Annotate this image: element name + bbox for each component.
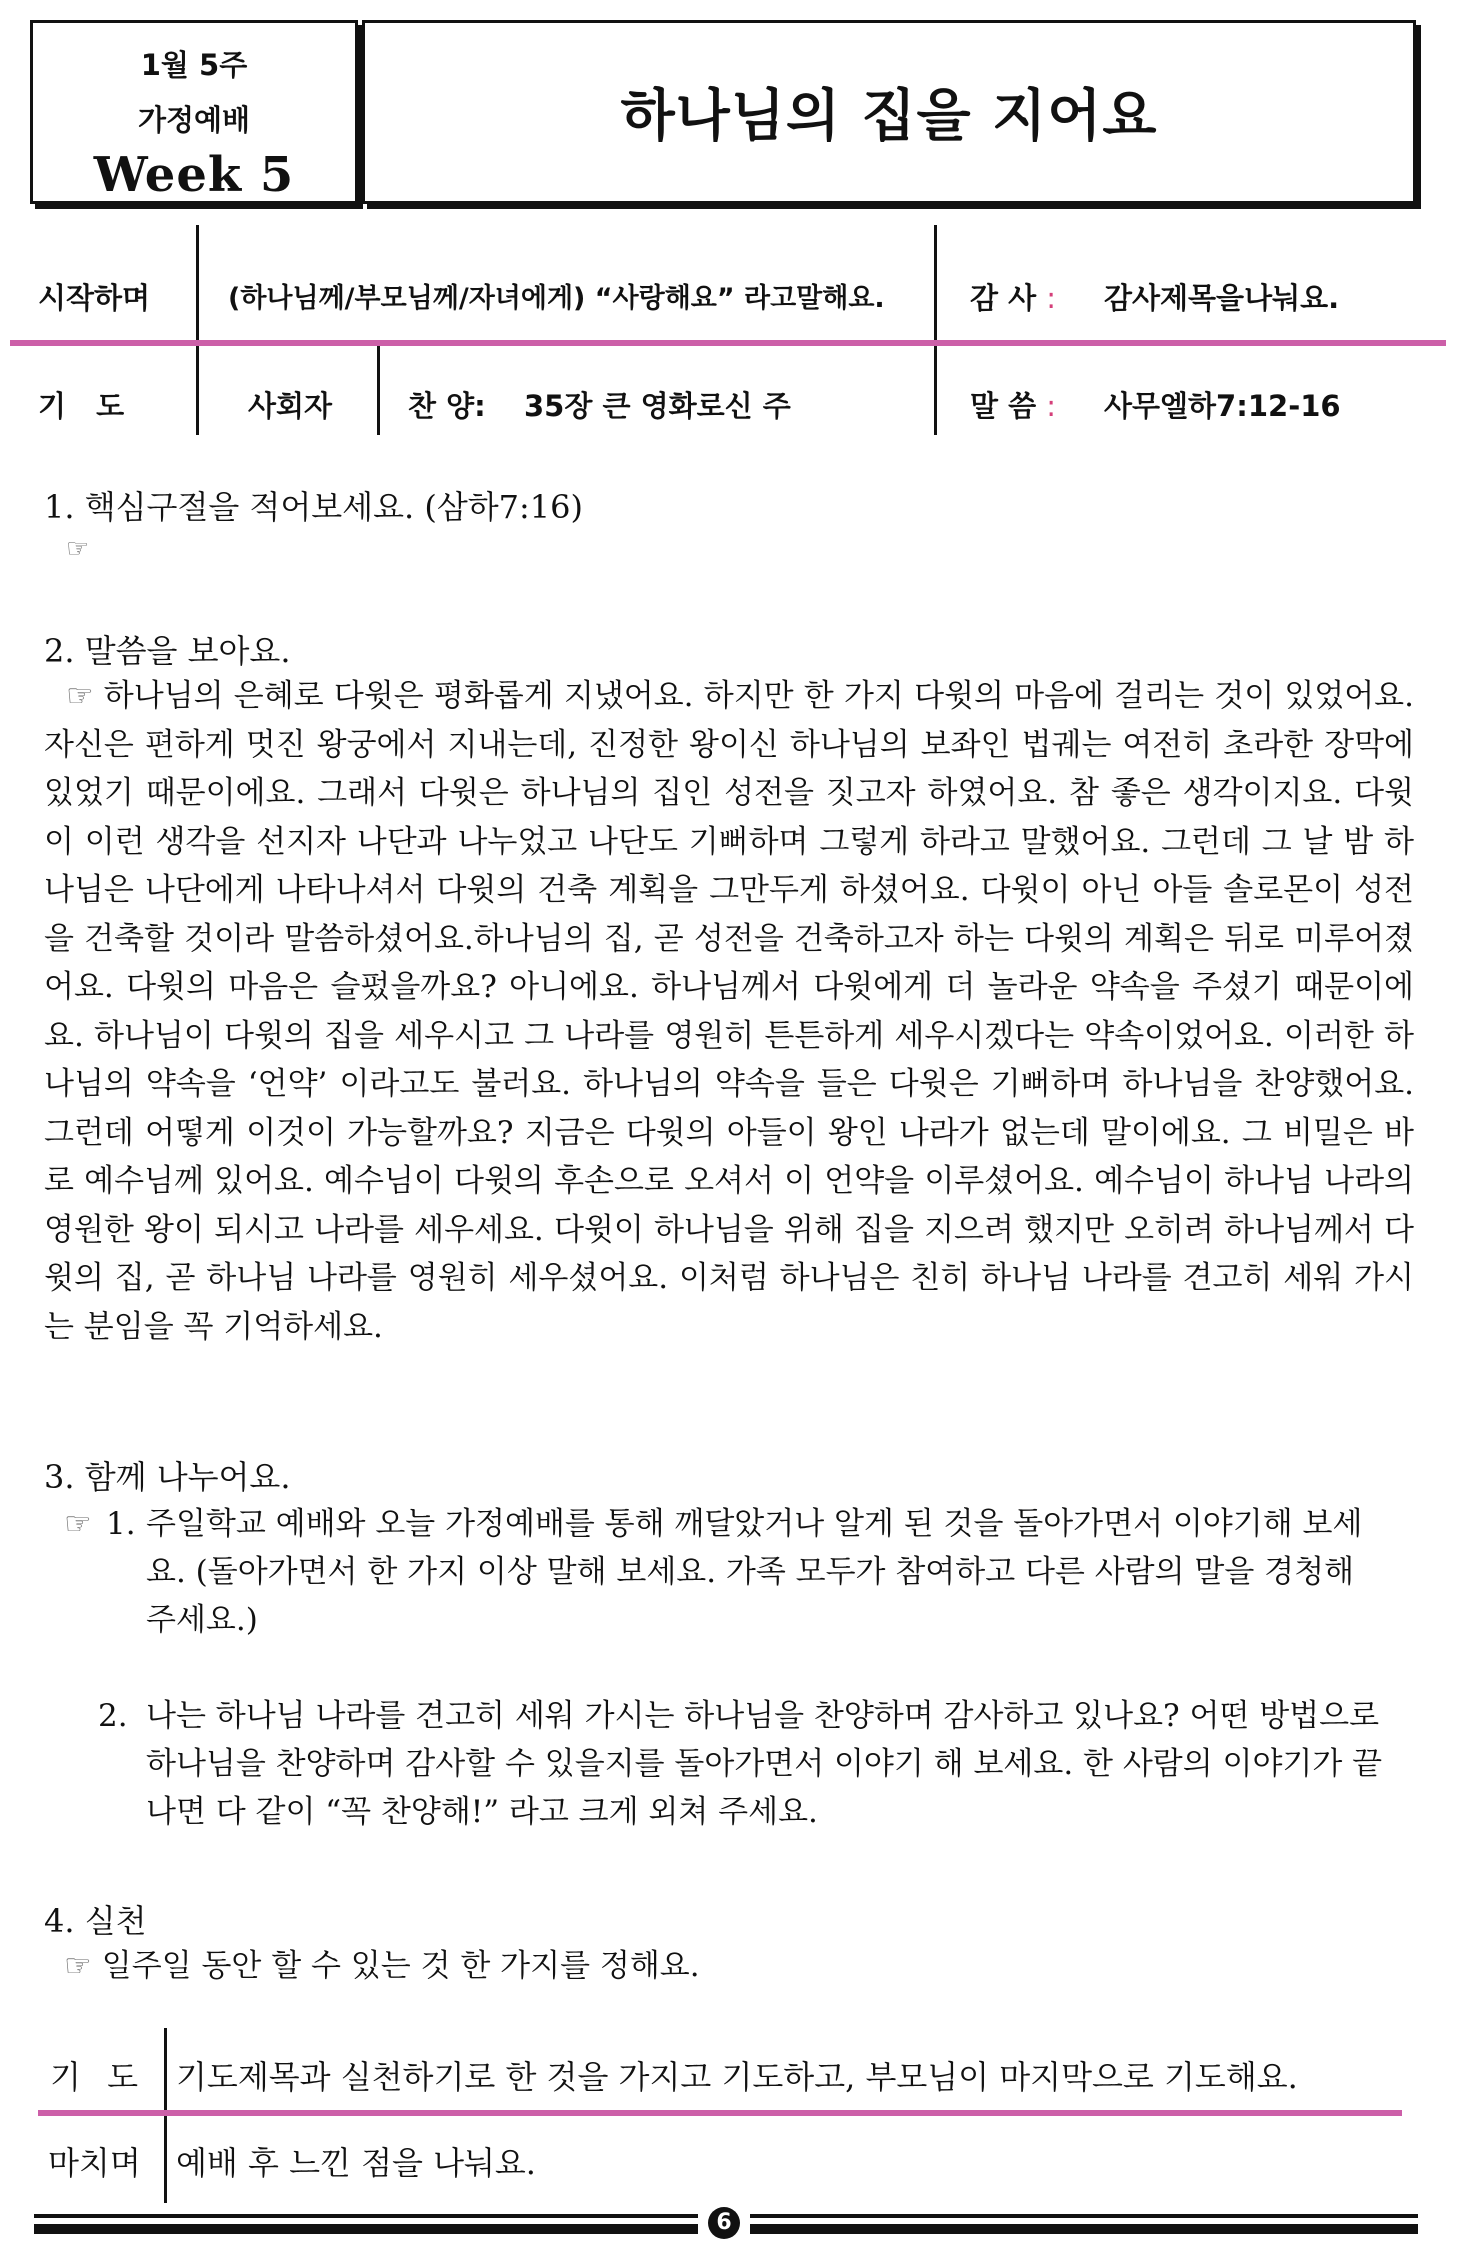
- bottom-rule: [750, 2214, 1418, 2218]
- section3-heading: 3. 함께 나누어요.: [44, 1458, 291, 1496]
- list-item: 주일학교 예배와 오늘 가정예배를 통해 깨달았거나 알게 된 것을 돌아가면서 이야기해 보세요. (돌아가면서 한 가지 이상 말해 보세요. 가족 모두가 참여하고 다른 사람의 말을 경청해 주세요.): [146, 1506, 1363, 1638]
- section4-text: 일주일 동안 할 수 있는 것 한 가지를 정해요.: [101, 1948, 700, 1984]
- section2-heading: 2. 말씀을 보아요.: [44, 632, 291, 670]
- list-number: 2.: [98, 1698, 128, 1734]
- pointer-icon: ☞: [64, 1506, 92, 1542]
- praise-label: 찬 양:: [408, 389, 486, 423]
- section2-text: 하나님의 은혜로 다윗은 평화롭게 지냈어요. 하지만 한 가지 다윗의 마음에 걸리는 것이 있었어요. 자신은 편하게 멋진 왕궁에서 지내는데, 진정한 왕이신 하나님의 보좌인 법궤는 여전히 초라한 장막에 있었기 때문이에요. 그래서 다윗은 하나님의 집인 성전을 짓고자 하였어요. 참 좋은 생각이지요. 다윗이 이런 생각을 선지자 나단과 나누었고 나단도 기뻐하며 그렇게 하라고 말했어요. 그런데 그 날 밤 하나님은 나단에게 나타나셔서 다윗의 건축 계획을 그만두게 하셨어요. 다윗이 아닌 아들 솔로몬이 성전을 건축할 것이라 말씀하셨어요.하나님의 집, 곧 성전을 건축하고자 하는 다윗의 계획은 뒤로 미루어졌어요. 다윗의 마음은 슬펐을까요? 아니에요. 하나님께서 다윗에게 더 놀라운 약속을 주셨기 때문이에요. 하나님이 다윗의 집을 세우시고 그 나라를 영원히 튼튼하게 세우시겠다는 약속이었어요. 이러한 하나님의 약속을 ‘언약’ 이라고도 불러요. 하나님의 약속을 들은 다윗은 기뻐하며 하나님을 찬양했어요. 그런데 어떻게 이것이 가능할까요? 지금은 다윗의 아들이 왕인 나라가 없는데 말이에요. 그 비밀은 바로 예수님께 있어요. 예수님이 다윗의 후손으로 오셔서 이 언약을 이루셨어요. 예수님이 하나님 나라의 영원한 왕이 되시고 나라를 세우세요. 다윗이 하나님을 위해 집을 지으려 했지만 오히려 하나님께서 다윗의 집, 곧 하나님 나라를 영원히 세우셨어요. 이처럼 하나님은 친히 하나님 나라를 견고히 세워 가시는 분임을 꼭 기억하세요.: [44, 678, 1414, 1345]
- prayer-text: 사회자: [248, 389, 333, 423]
- table-divider: [377, 345, 380, 435]
- section1-heading: 1. 핵심구절을 적어보세요. (삼하7:16): [44, 488, 583, 526]
- table-divider: [196, 225, 199, 435]
- prayer-label: 기 도: [38, 389, 135, 423]
- title-box: [362, 20, 1416, 204]
- footer-prayer-text: 기도제목과 실천하기로 한 것을 가지고 기도하고, 부모님이 마지막으로 기도해요.: [176, 2058, 1298, 2096]
- table-separator: [10, 340, 1446, 346]
- start-text: (하나님께/부모님께/자녀에게) “사랑해요” 라고말해요.: [228, 283, 885, 314]
- word-text: 사무엘하7:12-16: [1104, 389, 1341, 423]
- week-label: Week 5: [93, 147, 295, 203]
- list-number: 1.: [106, 1506, 136, 1542]
- word-colon: :: [1046, 389, 1057, 423]
- footer-prayer-label: 기 도: [50, 2058, 146, 2096]
- thanks-label: 감 사: [970, 281, 1037, 315]
- section4-heading: 4. 실천: [44, 1902, 147, 1940]
- thanks-colon: :: [1046, 281, 1057, 315]
- thanks-cell: [970, 276, 1056, 317]
- bottom-rule: [34, 2224, 698, 2234]
- pointer-icon: ☞: [64, 1948, 92, 1984]
- worship-type: 가정예배: [137, 103, 251, 137]
- thanks-text: 감사제목을나눠요.: [1104, 281, 1340, 315]
- footer-separator: [38, 2110, 1402, 2116]
- pointer-icon: ☞: [66, 534, 90, 564]
- word-label: 말 씀: [970, 389, 1037, 423]
- page-title: 하나님의 집을 지어요: [620, 84, 1158, 149]
- bottom-rule: [750, 2224, 1418, 2234]
- word-cell: [970, 384, 1056, 425]
- praise-text: 35장 큰 영화로신 주: [524, 389, 791, 423]
- footer-closing-text: 예배 후 느낀 점을 나눠요.: [176, 2144, 536, 2182]
- list-item: 나는 하나님 나라를 견고히 세워 가시는 하나님을 찬양하며 감사하고 있나요? 어떤 방법으로 하나님을 찬양하며 감사할 수 있을지를 돌아가면서 이야기 해 보세요. 한 사람의 이야기가 끝나면 다 같이 “꼭 찬양해!” 라고 크게 외쳐 주세요.: [146, 1698, 1383, 1830]
- bottom-rule: [34, 2214, 698, 2218]
- table-divider: [934, 225, 937, 435]
- pointer-icon: ☞: [66, 678, 94, 714]
- section2-body: [44, 672, 1414, 1351]
- page-number: 6: [708, 2207, 740, 2239]
- start-label: 시작하며: [38, 281, 151, 315]
- section4-line: [64, 1942, 700, 1990]
- week-box: [30, 20, 358, 204]
- footer-closing-label: 마치며: [48, 2144, 141, 2182]
- week-line: 1월 5주: [140, 48, 248, 82]
